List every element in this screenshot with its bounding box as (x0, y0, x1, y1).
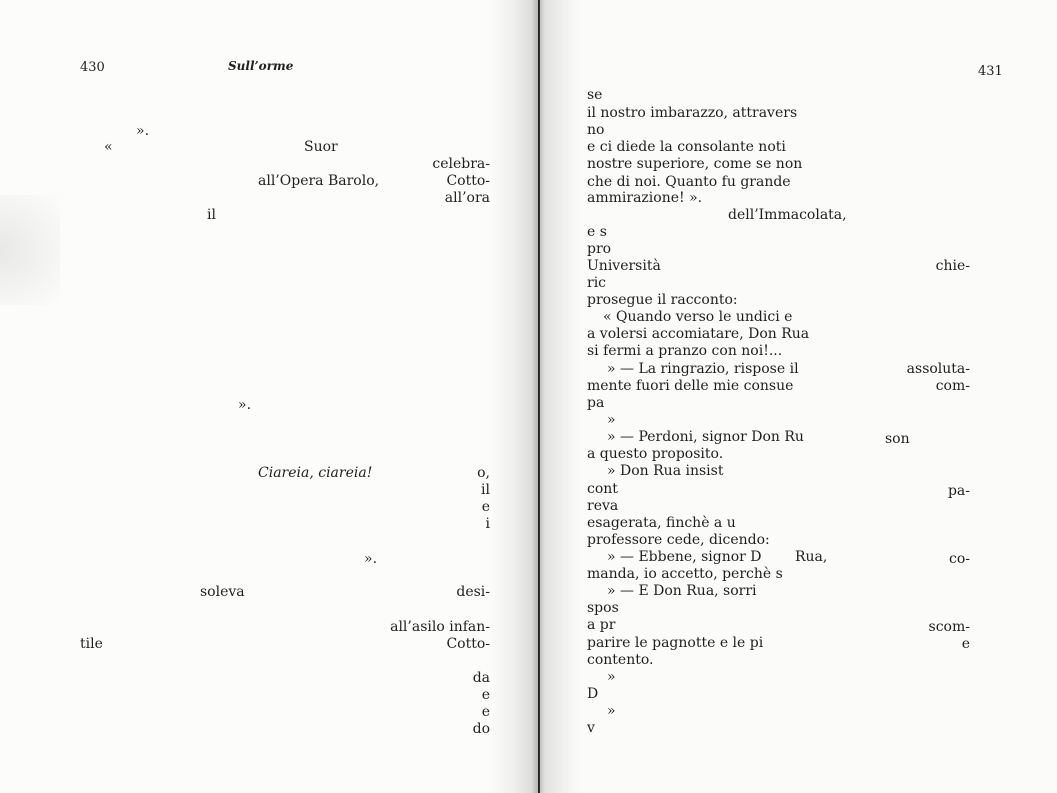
text-fragment: do (472, 721, 490, 737)
text-line: professore cede, dicendo: (587, 532, 770, 548)
text-line: Università (587, 258, 661, 274)
text-fragment: il (481, 482, 490, 498)
text-fragment: o, (477, 465, 490, 481)
text-line: pro (587, 241, 612, 257)
text-fragment: ». (136, 123, 150, 139)
text-line: mente fuori delle mie consue (587, 378, 794, 394)
text-fragment: e (481, 687, 490, 703)
text-fragment: e (481, 499, 490, 515)
page-number-left: 430 (80, 60, 105, 75)
text-line: v (587, 720, 595, 736)
text-line: se (587, 87, 603, 103)
text-fragment: son (885, 431, 910, 447)
text-line: contento. (587, 652, 654, 668)
text-fragment: all’asilo infan- (390, 619, 490, 635)
text-fragment: celebra- (432, 156, 490, 172)
text-fragment: ». (364, 551, 378, 567)
text-line: il nostro imbarazzo, attravers (587, 105, 798, 121)
text-line: e ci diede la consolante noti (587, 139, 786, 155)
text-line: » — Ebbene, signor D (607, 549, 762, 565)
text-fragment: assoluta- (906, 361, 970, 377)
text-fragment: desi- (456, 584, 490, 600)
text-fragment: e (961, 636, 970, 652)
text-fragment: « (104, 139, 113, 155)
book-spine-line (538, 0, 540, 793)
text-line: no (587, 122, 605, 138)
text-line: si fermi a pranzo con noi!... (587, 343, 783, 359)
text-line: e s (587, 224, 607, 240)
text-line: » — La ringrazio, rispose il (607, 361, 799, 377)
text-line: esagerata, finchè a u (587, 515, 736, 531)
book-gutter-shadow (490, 0, 582, 793)
text-line: » (607, 669, 616, 685)
text-line: parire le pagnotte e le pi (587, 635, 764, 651)
text-fragment: scom- (928, 619, 970, 635)
text-fragment: ». (238, 397, 252, 413)
page-number-right: 431 (978, 64, 1003, 79)
text-fragment: all’Opera Barolo, (258, 173, 380, 189)
text-fragment: Cotto- (446, 636, 490, 652)
text-line: » — E Don Rua, sorri (607, 583, 757, 599)
text-fragment: pa- (947, 483, 970, 499)
text-line: » (607, 703, 616, 719)
text-fragment: com- (935, 378, 970, 394)
text-fragment: da (472, 670, 490, 686)
text-fragment: co- (949, 551, 970, 567)
page-edge-shadow (0, 195, 60, 305)
text-line: cont (587, 481, 618, 497)
text-line: « Quando verso le undici e (603, 309, 793, 325)
text-line: a pr (587, 617, 616, 633)
text-line: D (587, 686, 599, 702)
text-fragment: dell’Immacolata, (728, 207, 847, 223)
text-line: manda, io accetto, perchè s (587, 566, 783, 582)
text-fragment: e (481, 704, 490, 720)
text-line: » — Perdoni, signor Don Ru (607, 429, 804, 445)
text-fragment: Ciareia, ciareia! (258, 465, 373, 481)
text-fragment: Rua, (795, 549, 828, 565)
text-fragment: chie- (935, 258, 970, 274)
text-line: » Don Rua insist (607, 463, 724, 479)
text-line: spos (587, 600, 619, 616)
text-line: a volersi accomiatare, Don Rua (587, 326, 810, 342)
text-line: ammirazione! ». (587, 190, 703, 206)
text-line: a questo proposito. (587, 446, 724, 462)
text-fragment: Cotto- (446, 173, 490, 189)
text-line: reva (587, 498, 619, 514)
text-fragment: all’ora (444, 190, 490, 206)
running-head: Sull’orme (228, 59, 294, 73)
text-fragment: soleva (200, 584, 245, 600)
text-fragment: tile (80, 636, 103, 652)
text-line: » (607, 412, 616, 428)
text-line: nostre superiore, come se non (587, 156, 803, 172)
text-line: ric (587, 275, 607, 291)
text-fragment: il (207, 207, 216, 223)
text-fragment: Suor (304, 139, 338, 155)
text-line: pa (587, 395, 605, 411)
text-fragment: i (485, 516, 490, 532)
text-line: prosegue il racconto: (587, 292, 738, 308)
text-line: che di noi. Quanto fu grande (587, 174, 791, 190)
